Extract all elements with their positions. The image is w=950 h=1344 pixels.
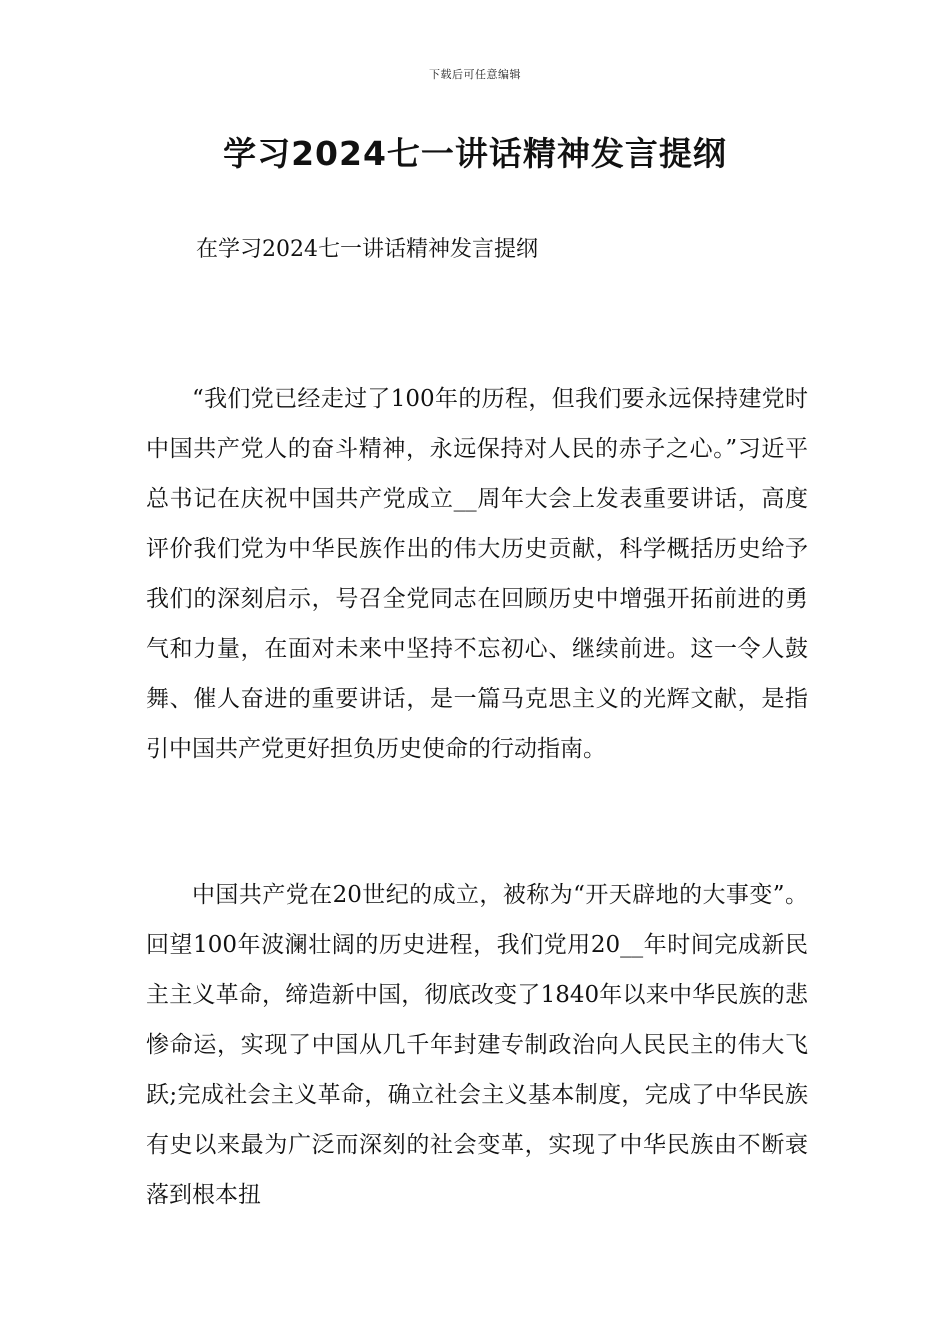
document-subtitle: 在学习2024七一讲话精神发言提纲: [196, 237, 538, 262]
download-note: 下载后可任意编辑: [429, 68, 521, 81]
paragraph-text: “我们党已经走过了100年的历程，但我们要永远保持建党时中国共产党人的奋斗精神，永远保持对人民的赤子之心。”习近平总书记在庆祝中国共产党成立__周年大会上发表重要讲话，高度评价我们党为中华民族作出的伟大历史贡献，科学概括历史给予我们的深刻启示，号召全党同志在回顾历史中增强开拓前进的勇气和力量，在面对未来中坚持不忘初心、继续前进。这一令人鼓舞、催人奋进的重要讲话，是一篇马克思主义的光辉文献，是指引中国共产党更好担负历史使命的行动指南。: [146, 386, 808, 762]
paragraph-text: 中国共产党在20世纪的成立，被称为“开天辟地的大事变”。回望100年波澜壮阔的历史进程，我们党用20__年时间完成新民主主义革命，缔造新中国，彻底改变了1840年以来中华民族的悲惨命运，实现了中国从几千年封建专制政治向人民民主的伟大飞跃;完成社会主义革命，确立社会主义基本制度，完成了中华民族有史以来最为广泛而深刻的社会变革，实现了中华民族由不断衰落到根本扭: [146, 882, 808, 1208]
paragraph-2: [146, 870, 808, 1220]
paragraph-1: [146, 374, 808, 774]
page-title: 学习2024七一讲话精神发言提纲: [223, 134, 727, 173]
